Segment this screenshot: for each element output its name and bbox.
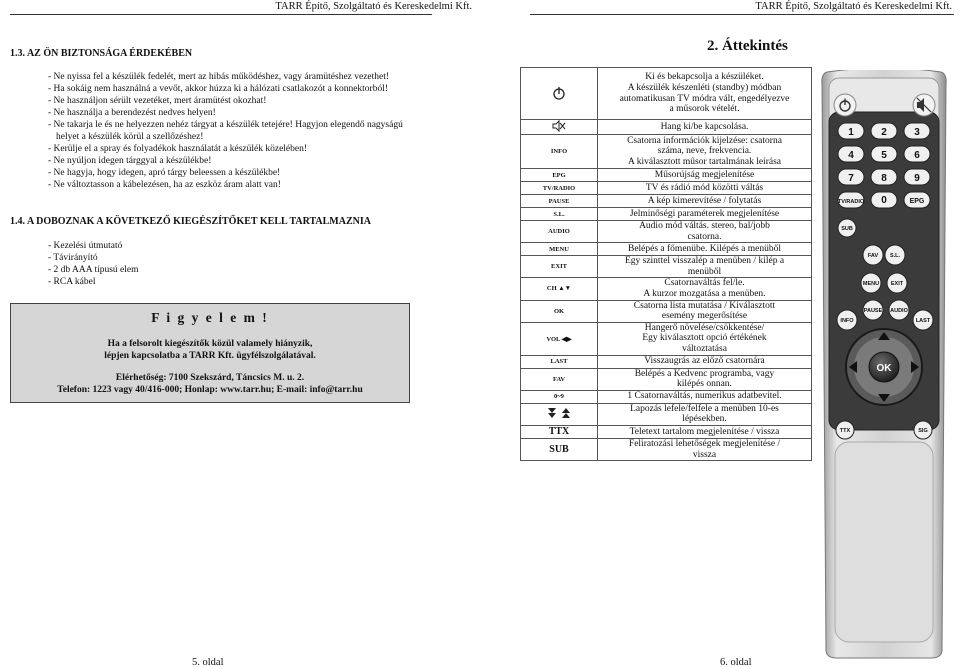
description-line: A kiválasztott műsor tartalmának leírása [627, 156, 781, 167]
last-key [913, 310, 933, 330]
key-description [598, 120, 812, 135]
list-item: - Ne nyissa fel a készülék fedelét, mert az hibás működéshez, vagy áramütéshez vezethet! [48, 72, 390, 82]
power-icon [521, 68, 598, 120]
key-name: MENU [521, 243, 598, 256]
key-label: TV/RADIO [837, 199, 865, 205]
list-item: - Ne változtasson a kábelezésen, ha az eszköz áram alatt van! [48, 180, 281, 190]
list-item: - Távirányító [48, 253, 98, 263]
description-line: Egy szinttel visszalép a menüben / kilép a [624, 256, 785, 267]
ok-key-label: OK [876, 363, 892, 374]
contact-phone-web-email: Telefon: 1223 vagy 40/416-000; Honlap: www.tarr.hu; E-mail: info@tarr.hu [57, 385, 363, 395]
key-row [521, 403, 812, 425]
key-row [521, 135, 812, 169]
description-line: Csatorna lista mutatása / Kiválasztott [633, 300, 776, 311]
key-label: FAV [867, 253, 879, 259]
description-line: változtatása [682, 343, 727, 354]
description-line: Egy kiválasztott opció értékének [642, 333, 767, 344]
key-description [598, 390, 812, 403]
description-line: TV és rádió mód közötti váltás [645, 182, 764, 193]
key-row [521, 169, 812, 182]
digit-label: 7 [848, 173, 854, 184]
digit-label: 8 [881, 173, 887, 184]
digit-label: 3 [914, 127, 920, 138]
digit-key-5 [871, 146, 897, 162]
key-description [598, 425, 812, 438]
key-label: S.L. [889, 253, 901, 259]
digit-key-3 [904, 123, 930, 139]
list-item: - Ne nyúljon idegen tárggyal a készülékbe! [48, 156, 212, 166]
pause-key [863, 300, 883, 320]
description-line: Feliratozási lehetőségek megjelenítése / [628, 438, 781, 449]
list-item: - Ne használja a berendezést nedves helyen! [48, 108, 216, 118]
key-row [521, 390, 812, 403]
key-name: FAV [521, 368, 598, 390]
key-name: AUDIO [521, 221, 598, 243]
description-line: menüből [687, 266, 722, 277]
key-label: AUDIO [890, 308, 908, 314]
digit-key-6 [904, 146, 930, 162]
digit-key-2 [871, 123, 897, 139]
key-name: 0~9 [521, 390, 598, 403]
key-name: VOL ◀▶ [521, 322, 598, 355]
description-line: Hangerő növelése/csökkentése/ [644, 322, 765, 333]
key-description [598, 208, 812, 221]
digit-label: 9 [914, 173, 920, 184]
key-name: TTX [521, 425, 598, 438]
key-label: MENU [862, 281, 880, 287]
remote-lower-panel [835, 442, 933, 642]
description-line: Csatorna információk kijelzése: csatorna [627, 135, 782, 146]
key-row [521, 68, 812, 120]
description-line: Hang ki/be kapcsolása. [660, 121, 749, 132]
menu-key [861, 273, 881, 293]
warning-box [10, 303, 410, 403]
box-contents-list [48, 240, 426, 288]
key-label: SIG [918, 428, 928, 434]
list-item: - Ne takarja le és ne helyezzen nehéz tárgyat a készülék tetejére! Hagyjon elegendő nagyságú helyet a készülék körül a szellőzéshez! [48, 120, 403, 142]
key-description [598, 243, 812, 256]
digit-label: 4 [848, 150, 854, 161]
digit-key-8 [871, 169, 897, 185]
sig-key [914, 421, 932, 439]
description-line: Jelminőségi paraméterek megjelenítése [629, 208, 780, 219]
key-description [598, 135, 812, 169]
key-label: SUB [841, 226, 853, 232]
key-description [598, 368, 812, 390]
warning-line: lépjen kapcsolatba a TARR Kft. ügyfélszolgálatával. [104, 351, 316, 361]
key-row [521, 208, 812, 221]
key-description [598, 438, 812, 460]
audio-key [889, 300, 909, 320]
digit-key-7 [838, 169, 864, 185]
description-line: 1 Csatornaváltás, numerikus adatbevitel. [627, 391, 782, 402]
description-line: a műsorok vételét. [669, 104, 740, 115]
key-name: PAUSE [521, 195, 598, 208]
sl-key [885, 245, 905, 265]
warning-line: Ha a felsorolt kiegészítők közül valamely hiányzik, [107, 339, 313, 349]
fav-key [863, 245, 883, 265]
remote-key [838, 192, 865, 208]
description-line: Teletext tartalom megjelenítése / vissza [629, 426, 780, 437]
description-line: Audio mód váltás. stereo, bal/jobb [639, 221, 770, 231]
key-row [521, 120, 812, 135]
section-safety-title: 1.3. AZ ÖN BIZTONSÁGA ÉRDEKÉBEN [10, 48, 193, 59]
list-item: - 2 db AAA típusú elem [48, 265, 139, 275]
key-label: PAUSE [863, 308, 883, 314]
key-name: OK [521, 300, 598, 322]
exit-key [887, 273, 907, 293]
key-name: EXIT [521, 256, 598, 278]
digit-label: 6 [914, 150, 920, 161]
key-name: EPG [521, 169, 598, 182]
power-button [834, 94, 856, 116]
description-line: Belépés a Kedvenc programba, vagy [634, 368, 775, 379]
list-item: - Ne használjon sérült vezetéket, mert áramütést okozhat! [48, 96, 267, 106]
key-row [521, 368, 812, 390]
description-line: Ki és bekapcsolja a készüléket. [645, 72, 764, 83]
navigation-ring [846, 329, 922, 405]
key-description [598, 355, 812, 368]
remote-key [871, 192, 897, 208]
key-description [598, 300, 812, 322]
key-row [521, 195, 812, 208]
key-name: TV/RADIO [521, 182, 598, 195]
key-name: SUB [521, 438, 598, 460]
key-row [521, 322, 812, 355]
key-row [521, 278, 812, 300]
description-line: Műsorújság megjelenítése [654, 169, 755, 180]
digit-key-4 [838, 146, 864, 162]
key-name: CH ▲▼ [521, 278, 598, 300]
description-line: kilépés onnan. [677, 379, 732, 390]
key-description [598, 403, 812, 425]
key-description [598, 322, 812, 355]
description-line: A kép kimerevítése / folytatás [647, 195, 762, 206]
description-line: esemény megerősítése [661, 311, 748, 322]
right-page [480, 0, 960, 667]
list-item: - Kerülje el a spray és folyadékok használatát a készülék közelében! [48, 144, 308, 154]
key-label: INFO [840, 318, 854, 324]
key-label: 0 [881, 195, 887, 206]
key-description [598, 221, 812, 243]
right-header: TARR Építő, Szolgáltató és Kereskedelmi Kft. [755, 1, 952, 12]
left-header-rule [10, 14, 432, 15]
digit-key-1 [838, 123, 864, 139]
key-name: LAST [521, 355, 598, 368]
key-name: S.L. [521, 208, 598, 221]
list-item: - Ne hagyja, hogy idegen, apró tárgy beleessen a készülékbe! [48, 168, 281, 178]
key-row [521, 256, 812, 278]
list-item: - Ha sokáig nem használná a vevőt, akkor húzza ki a hálózati csatlakozót a konnektorból! [48, 84, 389, 94]
info-key [837, 310, 857, 330]
list-item: - RCA kábel [48, 277, 96, 287]
description-line: száma, neve, frekvencia. [657, 146, 752, 157]
description-line: lépésekben. [682, 414, 727, 425]
key-row [521, 355, 812, 368]
description-line: vissza [692, 449, 717, 460]
key-label: EPG [909, 198, 925, 205]
key-label: EXIT [890, 281, 904, 287]
mute-icon [521, 120, 598, 135]
key-row [521, 182, 812, 195]
key-function-table [520, 67, 812, 461]
overview-title: 2. Áttekintés [707, 38, 788, 54]
remote-control-illustration [819, 70, 949, 660]
left-page-number: 5. oldal [192, 657, 224, 667]
key-description [598, 278, 812, 300]
section-box-contents-title: 1.4. A DOBOZNAK A KÖVETKEZŐ KIEGÉSZÍTŐKET KELL TARTALMAZNIA [10, 216, 371, 227]
description-line: automatikusan TV módra vált, engedélyezve [619, 93, 790, 104]
key-description [598, 182, 812, 195]
digit-label: 2 [881, 127, 887, 138]
key-label: LAST [915, 318, 931, 324]
list-item: - Kezelési útmutató [48, 241, 123, 251]
mute-button [913, 94, 935, 116]
description-line: A kurzor mozgatása a menüben. [643, 288, 766, 299]
key-row [521, 425, 812, 438]
left-header: TARR Építő, Szolgáltató és Kereskedelmi Kft. [275, 1, 472, 12]
description-line: Visszaugrás az előző csatornára [644, 356, 765, 367]
key-row [521, 221, 812, 243]
key-description [598, 195, 812, 208]
description-line: Belépés a főmenübe. Kilépés a menüből [627, 243, 781, 254]
ttx-key [836, 421, 854, 439]
key-description [598, 68, 812, 120]
key-description [598, 256, 812, 278]
description-line: Lapozás lefele/felfele a menüben 10-es [630, 403, 779, 414]
description-line: A készülék készenléti (standby) módban [627, 82, 782, 93]
right-page-number: 6. oldal [720, 657, 752, 667]
warning-title: F i g y e l e m ! [151, 310, 269, 325]
key-name: INFO [521, 135, 598, 169]
description-line: Csatornaváltás fel/le. [664, 278, 745, 289]
key-label: TTX [839, 428, 851, 434]
safety-list [48, 71, 426, 191]
digit-label: 1 [848, 127, 854, 138]
contact-address: Elérhetőség: 7100 Szekszárd, Táncsics M. u. 2. [115, 373, 305, 383]
digit-label: 5 [881, 150, 887, 161]
description-line: csatorna. [687, 231, 722, 242]
key-row [521, 438, 812, 460]
remote-key [904, 192, 930, 208]
page-up-down-icon [521, 403, 598, 425]
key-row [521, 300, 812, 322]
digit-key-9 [904, 169, 930, 185]
key-description [598, 169, 812, 182]
right-header-rule [530, 14, 954, 15]
sub-key [838, 219, 856, 237]
key-row [521, 243, 812, 256]
